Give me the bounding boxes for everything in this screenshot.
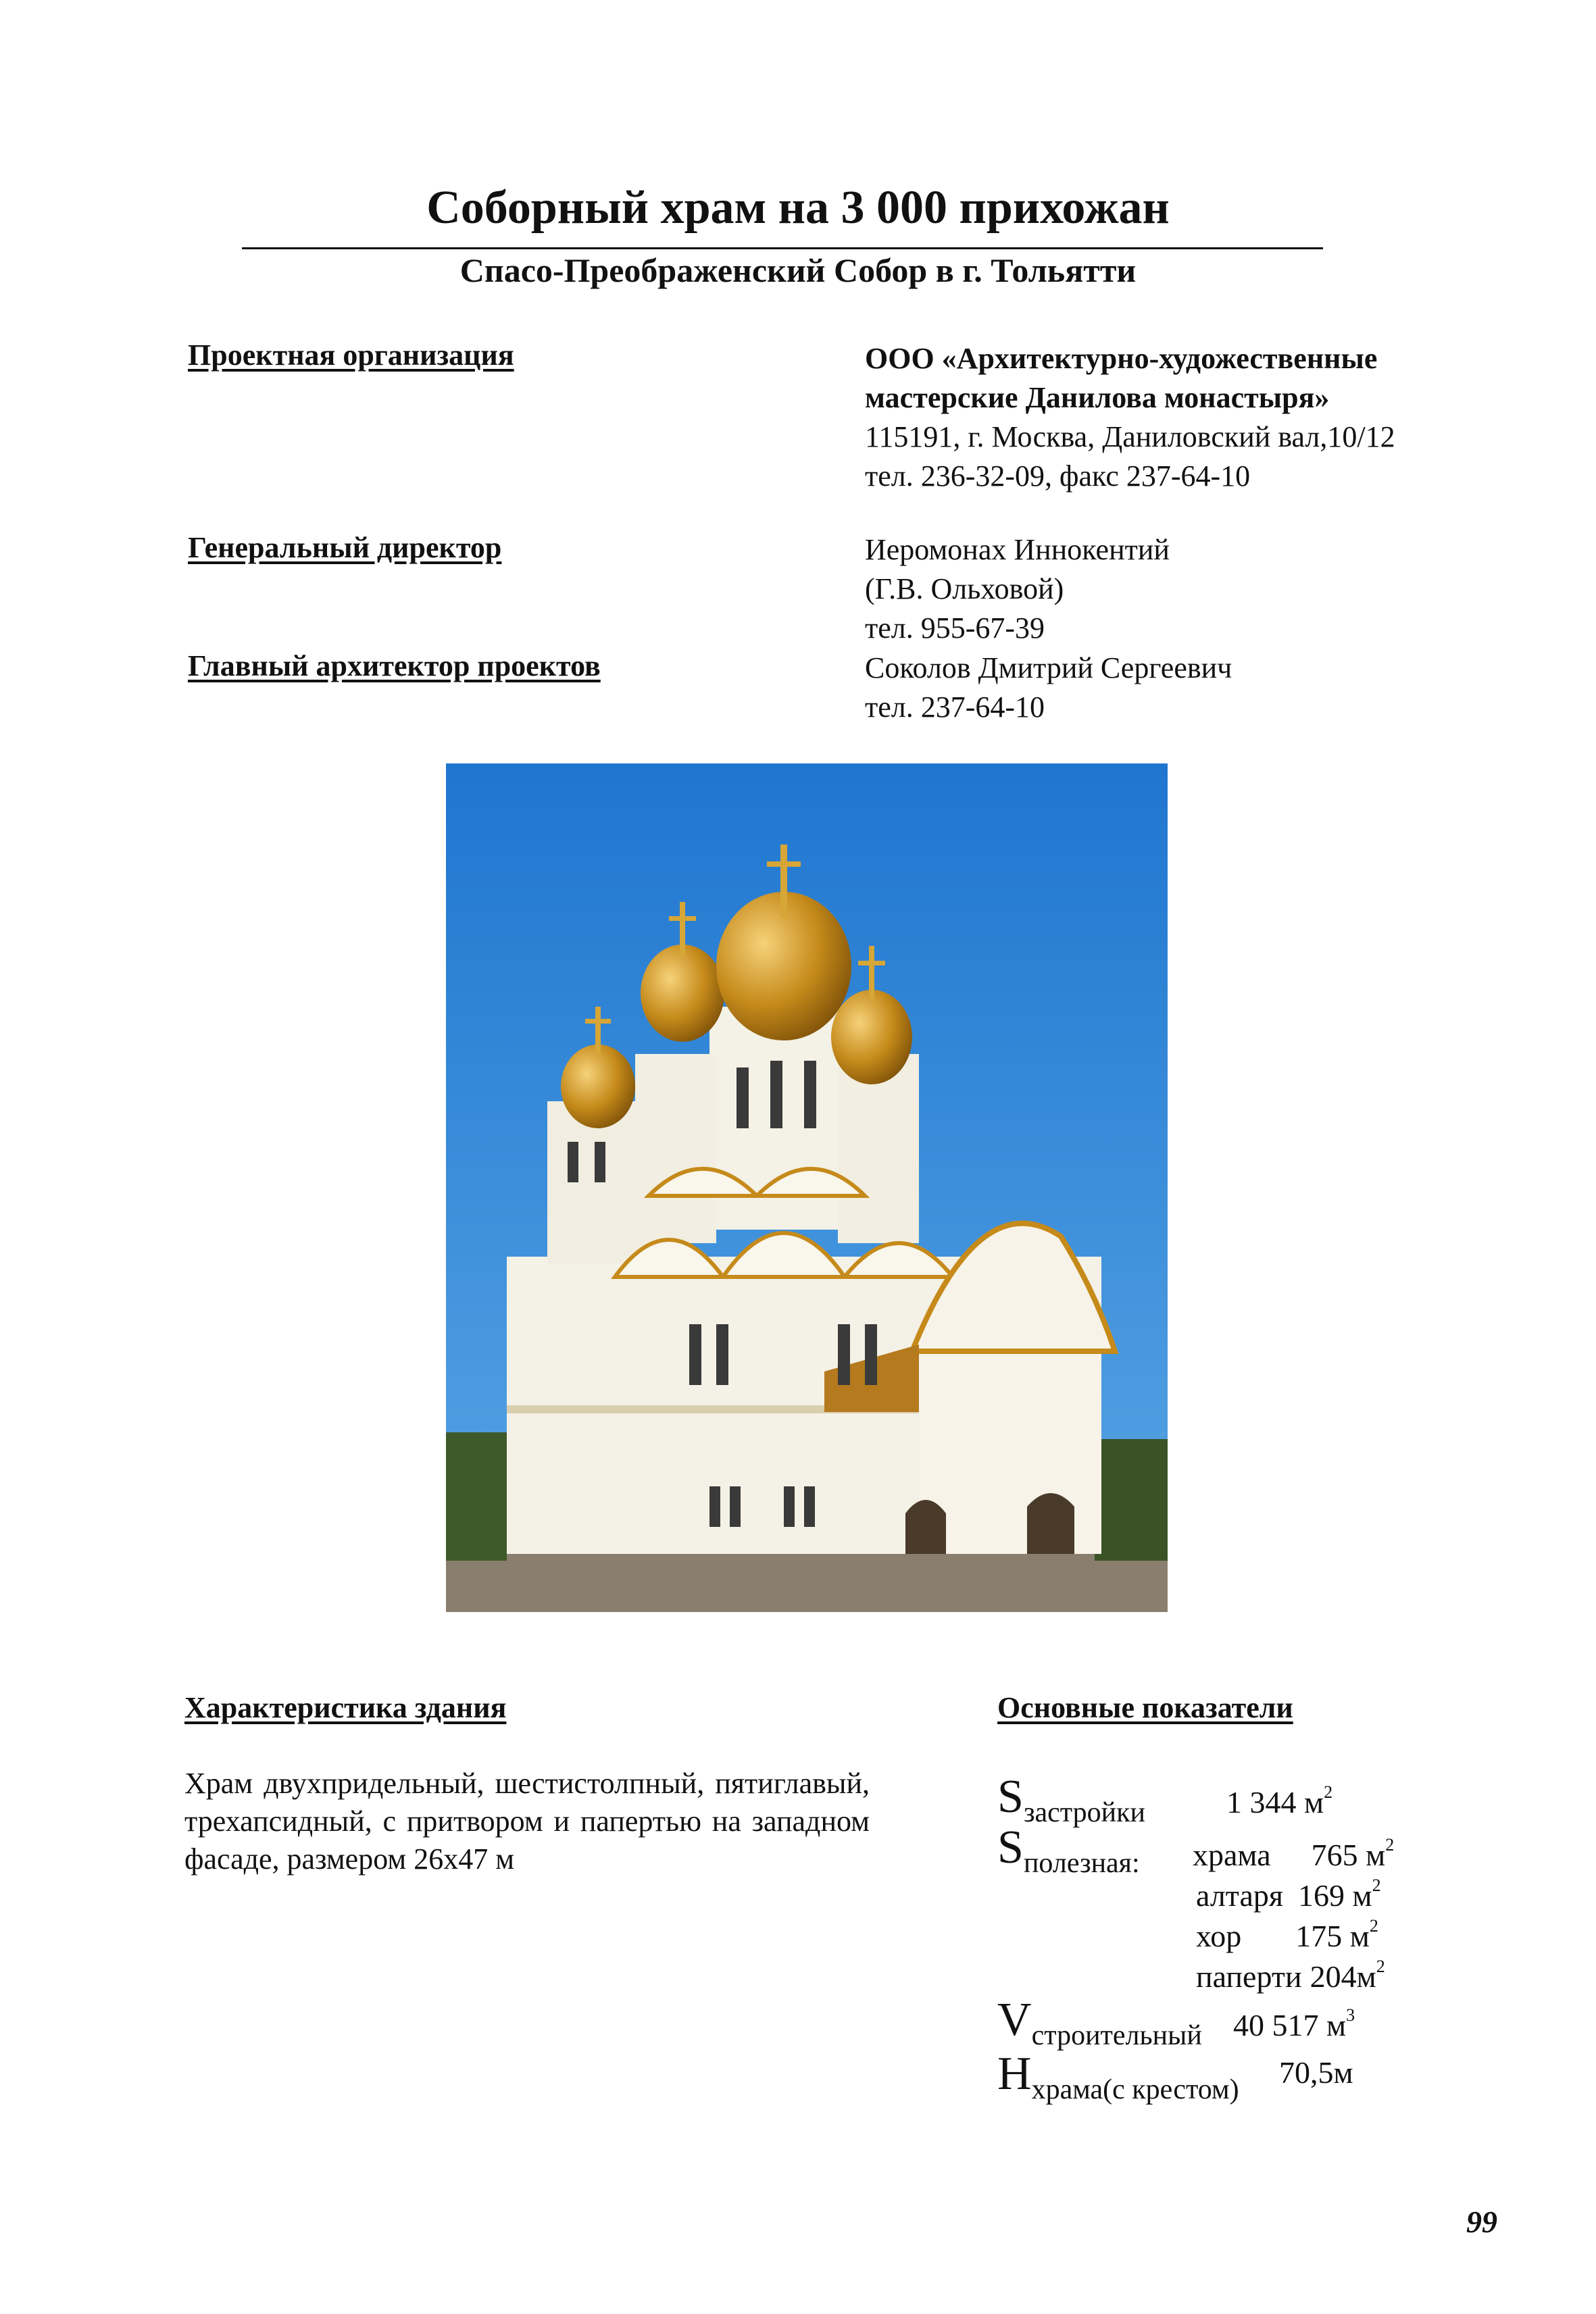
org-phone: тел. 236-32-09, факс 237-64-10	[865, 459, 1251, 493]
director-label: Генеральный директор	[188, 531, 502, 564]
characteristics-label: Характеристика здания	[184, 1691, 507, 1724]
indicator-v-build: Vстроительный	[997, 1994, 1202, 2051]
director-block	[865, 530, 1170, 648]
indicator-s-build: Sзастройки	[997, 1771, 1146, 1828]
page-title: Соборный храм на 3 000 прихожан	[426, 182, 1170, 234]
indicators-label: Основные показатели	[997, 1691, 1293, 1724]
org-address: 115191, г. Москва, Даниловский вал,10/12	[865, 420, 1395, 453]
cathedral-photo	[446, 763, 1168, 1612]
director-name: Иеромонах Иннокентий	[865, 533, 1170, 566]
org-name-line1: ООО «Архитектурно-художественные	[865, 342, 1378, 375]
indicator-s-build-value: 1 344 $м^2$	[1226, 1782, 1333, 1819]
title-divider	[242, 247, 1323, 249]
page-subtitle: Спасо-Преображенский Собор в г. Тольятти	[459, 251, 1137, 289]
indicator-h-temple: Hхрама(с крестом)	[997, 2048, 1239, 2105]
page-number: 99	[1466, 2205, 1497, 2239]
characteristics-text: Храм двухпридельный, шестистолпный, пятиглавый, трехапсидный, с притвором и папертью на западном фасаде, размером 26х47 м	[184, 1767, 870, 1876]
director-name-alt: (Г.В. Ольховой)	[865, 572, 1064, 605]
indicator-s-use: Sполезная:	[997, 1821, 1140, 1879]
architect-label: Главный архитектор проектов	[188, 649, 601, 682]
indicator-v-build-value: 40 517 $м^3$	[1233, 2005, 1355, 2042]
indicator-h-temple-value: 70,5м	[1279, 2055, 1353, 2090]
org-name-line2: мастерские Данилова монастыря»	[865, 381, 1330, 414]
director-phone: тел. 955-67-39	[865, 611, 1045, 645]
architect-phone: тел. 237-64-10	[865, 690, 1045, 724]
architect-block	[865, 649, 1232, 727]
s-use-row: алтаря 169 $м^2$	[1196, 1876, 1381, 1913]
architect-name: Соколов Дмитрий Сергеевич	[865, 651, 1232, 684]
s-use-row: паперти $204м^2$	[1196, 1957, 1385, 1994]
org-label: Проектная организация	[188, 338, 514, 372]
org-block	[865, 339, 1395, 496]
s-use-row: хор 175 $м^2$	[1196, 1916, 1378, 1953]
s-use-row: храма 765 $м^2$	[1193, 1835, 1395, 1872]
